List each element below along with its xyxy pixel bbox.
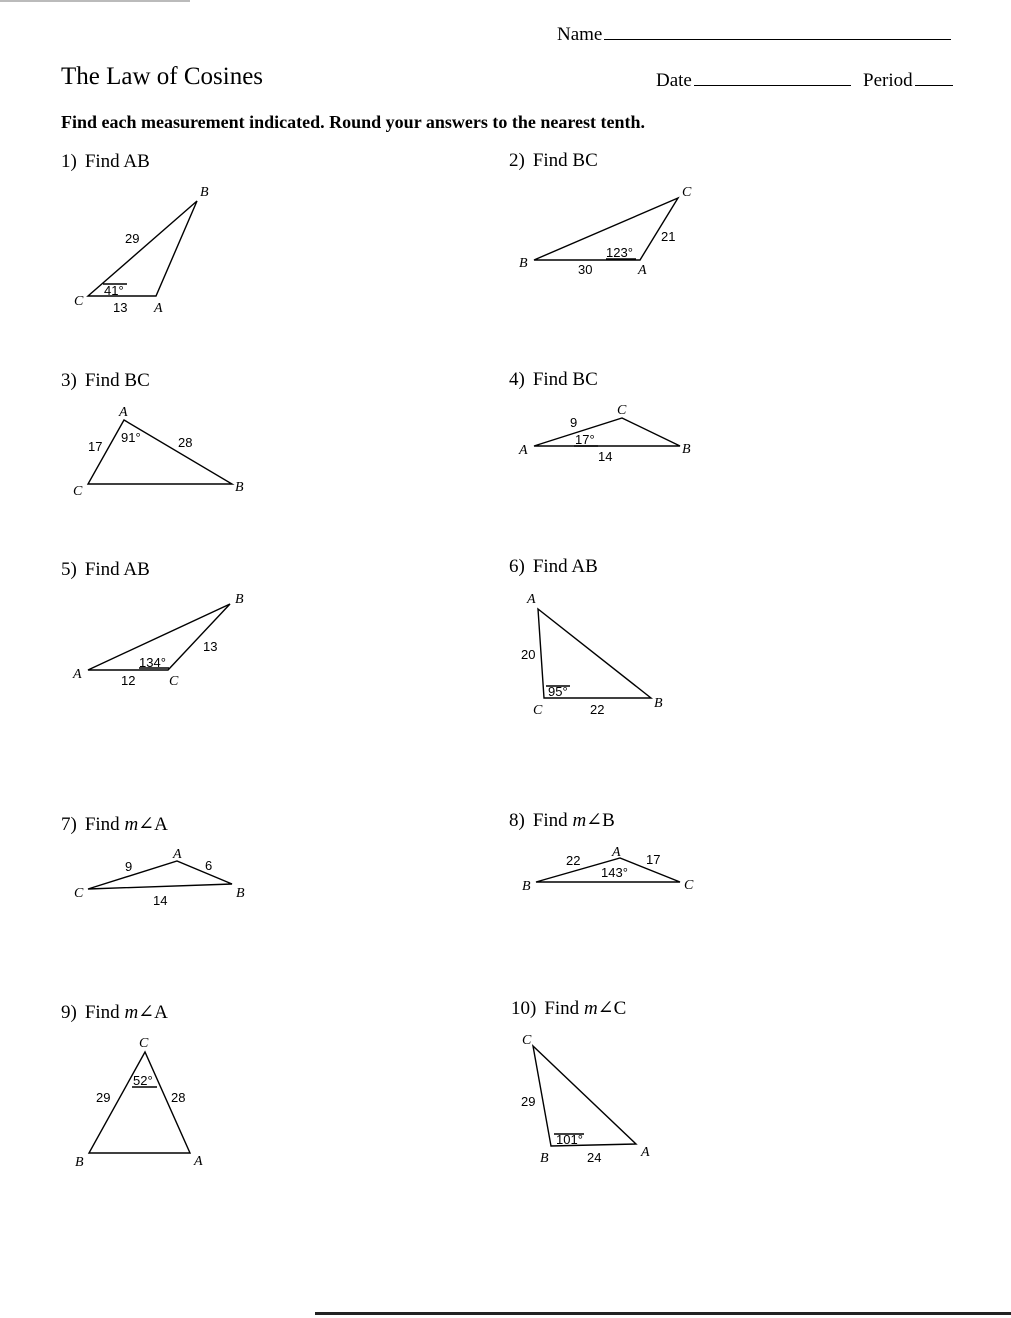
vertex-label: A — [641, 1145, 650, 1160]
problem-number: 4) — [509, 369, 525, 390]
vertex-label: B — [682, 442, 691, 457]
measure-m: m — [124, 1002, 139, 1023]
vertex-label: A — [638, 263, 647, 278]
name-label: Name — [557, 24, 603, 45]
measure-m: m — [124, 814, 139, 835]
problem-prompt: Find BC — [84, 370, 150, 391]
vertex-label: B — [75, 1155, 84, 1170]
angle-label: 41° — [104, 283, 124, 298]
problem-number: 9) — [61, 1002, 77, 1023]
vertex-label: A — [612, 845, 621, 860]
angle-label: 143° — [601, 865, 628, 880]
vertex-label: A — [194, 1154, 203, 1169]
vertex-label: B — [540, 1151, 549, 1166]
side-label: 21 — [661, 229, 676, 244]
side-label: 12 — [121, 673, 136, 688]
side-label: 24 — [587, 1150, 602, 1165]
vertex-label: A — [154, 301, 163, 316]
problem-angle: ∠A — [138, 1002, 168, 1023]
angle-label: 17° — [575, 432, 595, 447]
vertex-label: B — [235, 480, 244, 495]
problem-angle: ∠C — [597, 998, 627, 1019]
instructions: Find each measurement indicated. Round your answers to the nearest tenth. — [61, 112, 645, 132]
vertex-label: C — [617, 403, 627, 418]
side-label: 14 — [598, 449, 613, 464]
bottom-rule — [315, 1312, 1011, 1315]
angle-label: 91° — [121, 430, 141, 445]
problem-number: 7) — [61, 814, 77, 835]
vertex-label: C — [74, 886, 84, 901]
vertex-label: B — [200, 185, 209, 200]
vertex-label: C — [682, 185, 692, 200]
problem-number: 6) — [509, 556, 525, 577]
measure-m: m — [572, 810, 587, 831]
side-label: 14 — [153, 893, 168, 908]
problem-prompt: Find — [84, 814, 125, 835]
problem-number: 10) — [511, 998, 537, 1019]
side-label: 9 — [125, 859, 133, 874]
vertex-label: B — [519, 256, 528, 271]
problem-number: 1) — [61, 151, 77, 172]
side-label: 29 — [125, 231, 140, 246]
problem-prompt: Find — [84, 1002, 125, 1023]
side-label: 29 — [96, 1090, 111, 1105]
side-label: 17 — [646, 852, 661, 867]
problem-prompt: Find AB — [532, 556, 598, 577]
problem-number: 8) — [509, 810, 525, 831]
triangle-10 — [533, 1046, 636, 1146]
problem-number: 2) — [509, 150, 525, 171]
vertex-label: C — [522, 1033, 532, 1048]
side-label: 6 — [205, 858, 213, 873]
triangle-4 — [534, 418, 680, 446]
date-label: Date — [656, 70, 692, 91]
vertex-label: C — [74, 294, 84, 309]
page-title: The Law of Cosines — [61, 63, 264, 90]
problem-number: 5) — [61, 559, 77, 580]
measure-m: m — [583, 998, 598, 1019]
problem-angle: ∠B — [586, 810, 615, 831]
vertex-label: B — [654, 696, 663, 711]
vertex-label: C — [684, 878, 694, 893]
vertex-label: C — [139, 1036, 149, 1051]
angle-label: 95° — [548, 684, 568, 699]
vertex-label: A — [119, 405, 128, 420]
problem-prompt: Find — [532, 810, 573, 831]
side-label: 9 — [570, 415, 578, 430]
period-label: Period — [863, 70, 913, 91]
vertex-label: A — [527, 592, 536, 607]
side-label: 20 — [521, 647, 536, 662]
triangle-3 — [88, 420, 232, 484]
vertex-label: C — [533, 703, 543, 718]
vertex-label: A — [519, 443, 528, 458]
side-label: 28 — [171, 1090, 186, 1105]
problem-prompt: Find AB — [84, 559, 150, 580]
angle-label: 52° — [133, 1073, 153, 1088]
problem-angle: ∠A — [138, 814, 168, 835]
vertex-label: B — [235, 592, 244, 607]
triangle-1 — [88, 201, 197, 296]
problem-prompt: Find — [544, 998, 584, 1019]
side-label: 29 — [521, 1094, 536, 1109]
side-label: 22 — [566, 853, 581, 868]
side-label: 13 — [113, 300, 128, 315]
side-label: 28 — [178, 435, 193, 450]
problem-prompt: Find BC — [532, 369, 598, 390]
side-label: 13 — [203, 639, 218, 654]
problem-prompt: Find BC — [532, 150, 598, 171]
vertex-label: C — [169, 674, 179, 689]
angle-label: 134° — [139, 655, 166, 670]
side-label: 17 — [88, 439, 103, 454]
angle-label: 123° — [606, 245, 633, 260]
problem-prompt: Find AB — [84, 151, 150, 172]
vertex-label: B — [522, 879, 531, 894]
side-label: 22 — [590, 702, 605, 717]
side-label: 30 — [578, 262, 593, 277]
vertex-label: A — [173, 847, 182, 862]
vertex-label: C — [73, 484, 83, 499]
angle-label: 101° — [556, 1132, 583, 1147]
vertex-label: A — [73, 667, 82, 682]
problem-number: 3) — [61, 370, 77, 391]
vertex-label: B — [236, 886, 245, 901]
